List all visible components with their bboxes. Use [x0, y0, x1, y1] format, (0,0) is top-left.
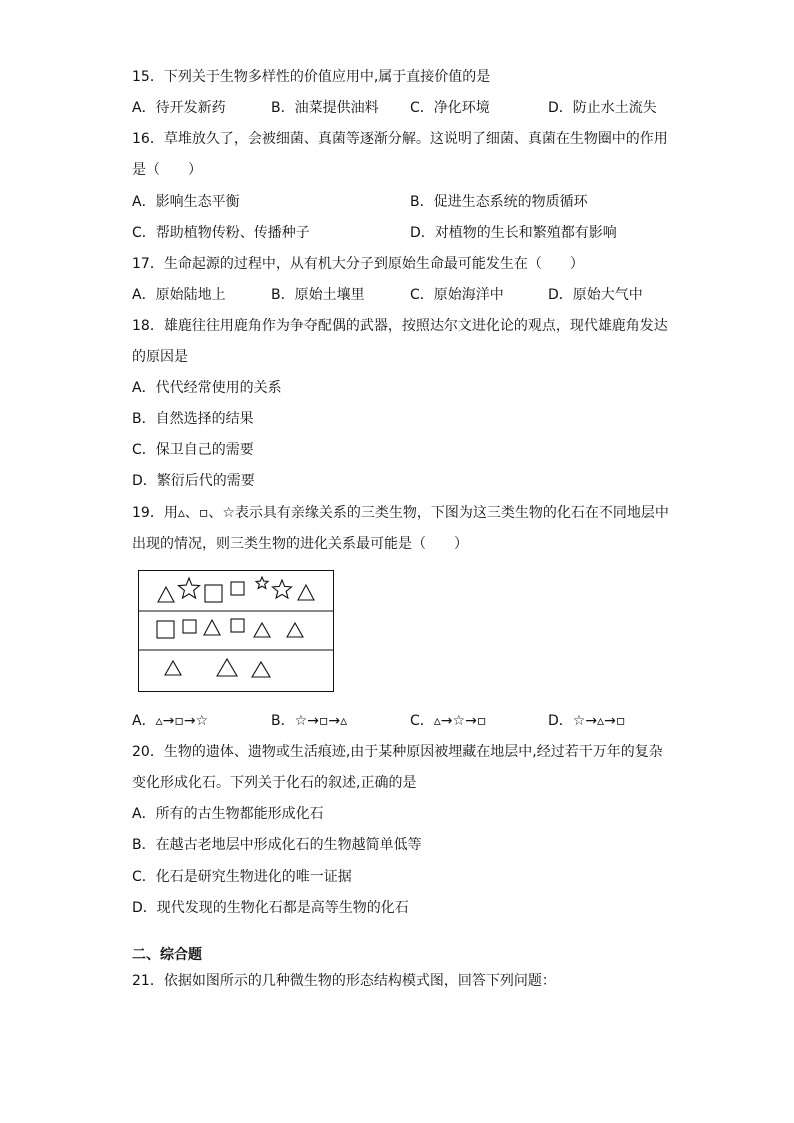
q16-option-b[interactable]: B．促进生态系统的物质循环: [410, 194, 588, 210]
square-icon: [183, 620, 196, 633]
q20-option-b[interactable]: B．在越古老地层中形成化石的生物越简单低等: [132, 837, 422, 853]
q16-option-a[interactable]: A．影响生态平衡: [132, 194, 240, 210]
q17-stem: 17．生命起源的过程中，从有机大分子到原始生命最可能发生在（ ）: [132, 256, 584, 272]
fossil-strata-figure: [138, 570, 334, 692]
q15-option-b[interactable]: B．油菜提供油料: [271, 100, 379, 116]
square-icon: [231, 619, 244, 632]
q19-stem-line1: 19．用▵、▫、☆表示具有亲缘关系的三类生物，下图为这三类生物的化石在不同地层中: [132, 505, 669, 521]
q15-option-a[interactable]: A．待开发新药: [132, 100, 226, 116]
triangle-icon: [165, 661, 181, 675]
q18-stem-line2: 的原因是: [132, 349, 188, 365]
q18-stem-line1: 18．雄鹿往往用鹿角作为争夺配偶的武器，按照达尔文进化论的观点，现代雄鹿角发达: [132, 318, 668, 334]
q20-stem-line2: 变化形成化石。下列关于化石的叙述,正确的是: [132, 775, 417, 791]
q16-stem-line2: 是（ ）: [132, 162, 202, 178]
q16-option-c[interactable]: C．帮助植物传粉、传播种子: [132, 225, 310, 241]
triangle-icon: [158, 587, 174, 602]
q19-option-b[interactable]: B．☆→▫→▵: [271, 713, 348, 729]
q20-stem-line1: 20．生物的遗体、遗物或生活痕迹,由于某种原因被埋藏在地层中,经过若干万年的复杂: [132, 744, 663, 760]
q17-option-b[interactable]: B．原始土壤里: [271, 287, 365, 303]
q18-option-b[interactable]: B．自然选择的结果: [132, 411, 254, 427]
q19-option-c[interactable]: C．▵→☆→▫: [410, 713, 487, 729]
triangle-icon: [287, 623, 303, 637]
q17-option-d[interactable]: D．原始大气中: [548, 287, 643, 303]
star-icon: [256, 577, 268, 588]
q19-option-d[interactable]: D．☆→▵→▫: [548, 713, 626, 729]
q21-stem: 21．依据如图所示的几种微生物的形态结构模式图，回答下列问题：: [132, 973, 556, 989]
triangle-icon: [254, 623, 270, 637]
section-heading: 二、综合题: [132, 947, 202, 963]
q16-option-d[interactable]: D．对植物的生长和繁殖都有影响: [410, 225, 617, 241]
q15-option-d[interactable]: D．防止水土流失: [548, 100, 657, 116]
triangle-icon: [252, 662, 270, 677]
q15-stem: 15．下列关于生物多样性的价值应用中,属于直接价值的是: [132, 69, 491, 85]
q17-option-a[interactable]: A．原始陆地上: [132, 287, 226, 303]
star-icon: [179, 578, 200, 598]
square-icon: [231, 582, 244, 595]
triangle-icon: [204, 620, 220, 635]
q18-option-d[interactable]: D．繁衍后代的需要: [132, 473, 255, 489]
triangle-icon: [298, 585, 314, 600]
q19-option-a[interactable]: A．▵→▫→☆: [132, 713, 209, 729]
q19-stem-line2: 出现的情况，则三类生物的进化关系最可能是（ ）: [132, 536, 468, 552]
triangle-icon: [217, 659, 237, 676]
q17-option-c[interactable]: C．原始海洋中: [410, 287, 504, 303]
q18-option-c[interactable]: C．保卫自己的需要: [132, 442, 254, 458]
square-icon: [205, 585, 222, 602]
q18-option-a[interactable]: A．代代经常使用的关系: [132, 380, 282, 396]
q16-stem-line1: 16．草堆放久了，会被细菌、真菌等逐渐分解。这说明了细菌、真菌在生物圈中的作用: [132, 131, 668, 147]
square-icon: [157, 621, 174, 638]
q20-option-d[interactable]: D．现代发现的生物化石都是高等生物的化石: [132, 900, 409, 916]
star-icon: [273, 580, 292, 598]
q20-option-c[interactable]: C．化石是研究生物进化的唯一证据: [132, 869, 352, 885]
q20-option-a[interactable]: A．所有的古生物都能形成化石: [132, 806, 324, 822]
q15-option-c[interactable]: C．净化环境: [410, 100, 490, 116]
